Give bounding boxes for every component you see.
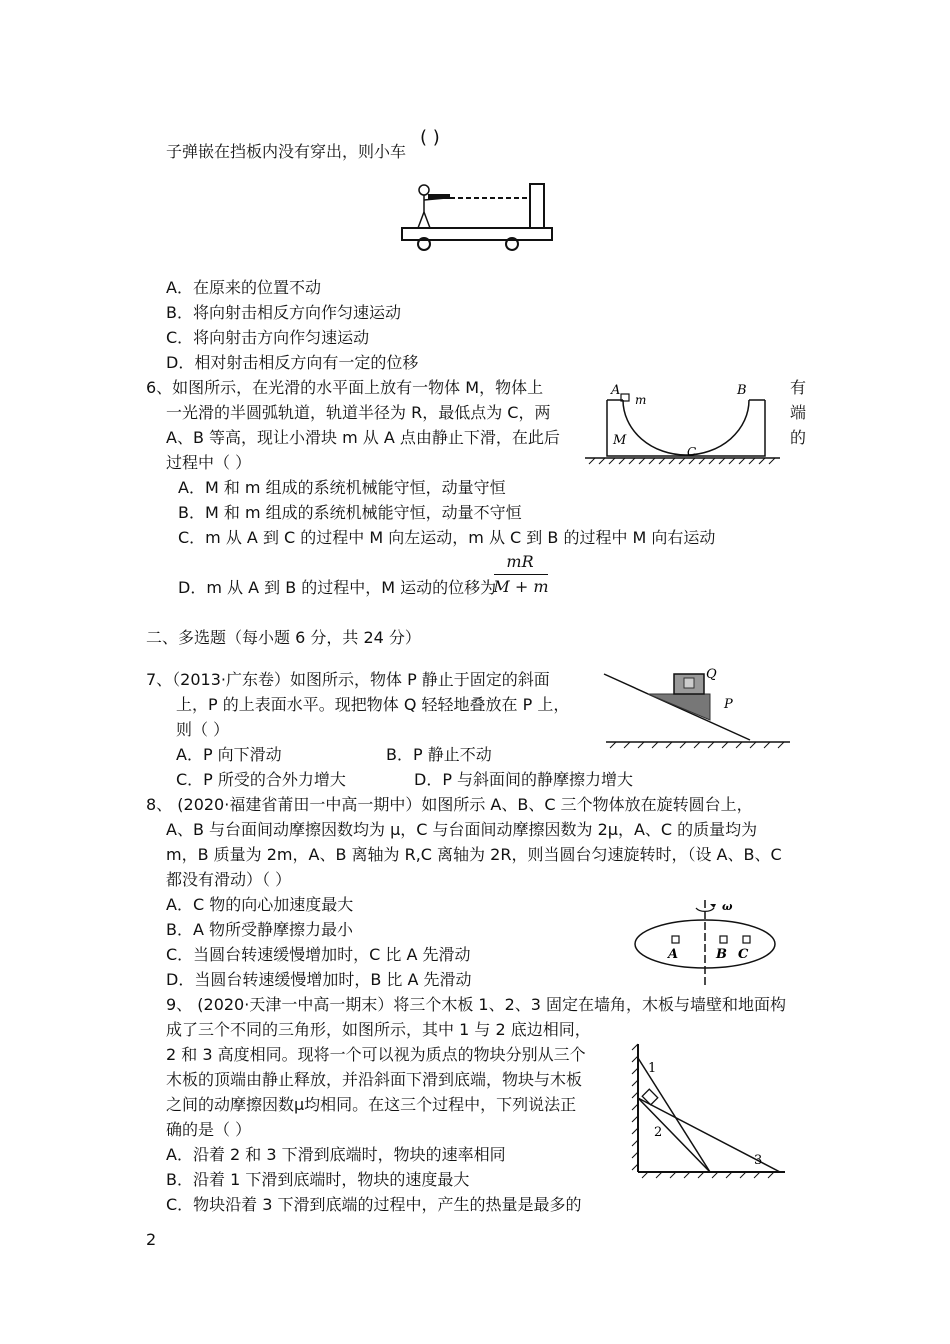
- q7-figure-incline: [600, 664, 795, 749]
- q7-label-p: P: [724, 697, 733, 712]
- q8-option-c: C．当圆台转速缓慢增加时，C 比 A 先滑动: [166, 945, 471, 964]
- q9-label-1: 1: [648, 1061, 657, 1076]
- q8-label-c: C: [738, 947, 749, 962]
- q8-stem-line2: A、B 与台面间动摩擦因数均为 μ，C 与台面间动摩擦因数为 2μ，A、C 的质量均为: [166, 820, 758, 839]
- q6-fraction-bar: [494, 574, 548, 575]
- q7-stem-line1: 7、（2013·广东卷）如图所示，物体 P 静止于固定的斜面: [146, 670, 550, 689]
- q7-stem-line2: 上，P 的上表面水平。现把物体 Q 轻轻地叠放在 P 上，: [176, 695, 570, 714]
- q6-option-a: A．M 和 m 组成的系统机械能守恒，动量守恒: [178, 478, 506, 497]
- q9-option-c: C．物块沿着 3 下滑到底端的过程中，产生的热量是最多的: [166, 1195, 582, 1214]
- q9-stem-line3: 2 和 3 高度相同。现将一个可以视为质点的物块分别从三个: [166, 1045, 586, 1064]
- q6-stem-line2-end: 端: [790, 403, 807, 422]
- q8-stem-line3: m，B 质量为 2m，A、B 离轴为 R,C 离轴为 2R，则当圆台匀速旋转时，（设 A、B、C: [166, 845, 782, 864]
- q9-option-a: A．沿着 2 和 3 下滑到底端时，物块的速率相同: [166, 1145, 506, 1164]
- q6-label-b: B: [737, 383, 747, 398]
- q6-stem-line3-end: 的: [790, 428, 807, 447]
- q7-option-c: C．P 所受的合外力增大: [176, 770, 346, 789]
- q5-stem-tail: 子弹嵌在挡板内没有穿出，则小车: [166, 142, 407, 161]
- q6-option-d-denominator: M + m: [493, 577, 549, 596]
- q6-stem-line2: 一光滑的半圆弧轨道，轨道半径为 R，最低点为 C，两: [166, 403, 551, 422]
- q8-stem-line4: 都没有滑动）（ ）: [166, 870, 292, 889]
- q9-stem-line5: 之间的动摩擦因数μ均相同。在这三个过程中，下列说法正: [166, 1095, 577, 1114]
- q5-answer-bracket: ( ): [420, 127, 440, 148]
- q9-option-b: B．沿着 1 下滑到底端时，物块的速度最大: [166, 1170, 470, 1189]
- q6-label-a: A: [611, 383, 621, 398]
- q6-stem-line3: A、B 等高，现让小滑块 m 从 A 点由静止下滑，在此后: [166, 428, 560, 447]
- q7-label-q: Q: [706, 667, 717, 682]
- section-2-heading: 二、多选题（每小题 6 分，共 24 分）: [146, 628, 421, 647]
- q5-option-a: A．在原来的位置不动: [166, 278, 321, 297]
- q8-figure-turntable: [630, 896, 780, 988]
- q5-figure-cart-gun: [390, 178, 560, 253]
- q5-option-d: D．相对射击相反方向有一定的位移: [166, 353, 419, 372]
- q6-figure-halfpipe: [585, 378, 780, 470]
- q8-option-a: A．C 物的向心加速度最大: [166, 895, 354, 914]
- q8-stem-line1: 8、 (2020·福建省莆田一中高一期中）如图所示 A、B、C 三个物体放在旋转圆台上，: [146, 795, 753, 814]
- q6-option-b: B．M 和 m 组成的系统机械能守恒，动量不守恒: [178, 503, 522, 522]
- q9-stem-line4: 木板的顶端由静止释放，并沿斜面下滑到底端，物块与木板: [166, 1070, 583, 1089]
- q9-figure-wall-boards: [630, 1040, 790, 1182]
- q6-label-m: m: [635, 393, 647, 407]
- q5-option-b: B．将向射击相反方向作匀速运动: [166, 303, 401, 322]
- q9-label-3: 3: [754, 1153, 763, 1168]
- page-number: 2: [146, 1230, 157, 1249]
- q6-label-c: C: [687, 445, 697, 459]
- q6-stem-line1-end: 有: [790, 378, 807, 397]
- q6-stem-line1: 6、如图所示，在光滑的水平面上放有一物体 M，物体上: [146, 378, 544, 397]
- q6-stem-line4: 过程中（ ）: [166, 453, 252, 472]
- q6-option-c: C．m 从 A 到 C 的过程中 M 向左运动，m 从 C 到 B 的过程中 M 向右运动: [178, 528, 716, 547]
- q8-label-omega: ω: [722, 900, 733, 913]
- q6-option-d-numerator: mR: [506, 552, 534, 571]
- q6-label-big-m: M: [613, 433, 627, 448]
- q7-option-d: D．P 与斜面间的静摩擦力增大: [414, 770, 634, 789]
- q9-stem-line6: 确的是（ ）: [166, 1120, 252, 1139]
- q9-stem-line1: 9、 (2020·天津一中高一期末）将三个木板 1、2、3 固定在墙角，木板与墙壁和地面构: [166, 995, 787, 1014]
- q7-stem-line3: 则（ ）: [176, 720, 230, 739]
- q8-option-d: D．当圆台转速缓慢增加时，B 比 A 先滑动: [166, 970, 472, 989]
- q5-option-c: C．将向射击方向作匀速运动: [166, 328, 370, 347]
- q8-label-b: B: [716, 947, 727, 962]
- q8-option-b: B．A 物所受静摩擦力最小: [166, 920, 354, 939]
- q8-label-a: A: [668, 947, 679, 962]
- q9-stem-line2: 成了三个不同的三角形，如图所示，其中 1 与 2 底边相同，: [166, 1020, 591, 1039]
- q9-label-2: 2: [654, 1125, 663, 1140]
- q6-option-d: D．m 从 A 到 B 的过程中，M 运动的位移为: [178, 578, 497, 597]
- q7-option-b: B．P 静止不动: [386, 745, 492, 764]
- q7-option-a: A．P 向下滑动: [176, 745, 282, 764]
